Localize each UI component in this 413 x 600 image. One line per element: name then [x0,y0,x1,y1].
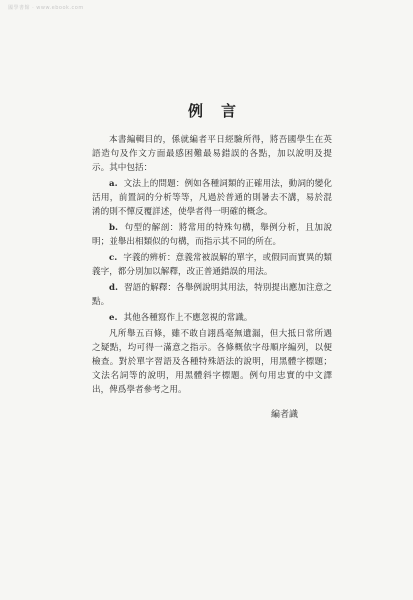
signature: 編者識 [270,410,298,420]
watermark: 國學書館 · www.ebook.com [8,5,84,11]
list-item [92,177,332,219]
list-item [92,251,332,279]
item-label: d. [109,283,119,293]
page-title: 例言 [187,102,254,120]
item-text: 文法上的問題：例如各種詞類的正確用法，動詞的變化活用，前置詞的分析等等，凡過於普通的則暑去不講，易於混淆的則不憚反覆詳述，使學者得一明確的概念。 [92,179,332,217]
item-label: b. [109,223,119,233]
item-label: a. [109,179,118,189]
closing-paragraph: 凡所舉五百條，雖不敢自詡爲毫無遺漏，但大抵日常所遇之疑點，均可得一滿意之指示。各條概依字母順序編列，以便檢查。對於單字習語及各種特殊語法的說明，用黑體字標題；文法名詞等的說明，用黑體斜字標題。例句用忠實的中文譯出，俾爲學者參考之用。 [92,329,332,395]
preface-body [92,100,332,420]
item-text: 其他各種寫作上不應忽視的常識。 [123,313,253,323]
list-item [92,281,332,309]
intro-paragraph: 本書編輯目的，係就編者平日經驗所得，將吾國學生在英語造句及作文方面最感困難最易錯誤的各點，加以說明及提示。其中包括： [92,135,332,173]
item-label: c. [109,253,118,263]
item-text: 習語的解釋：各舉例說明其用法，特別提出應加注意之點。 [92,283,332,307]
item-text: 字義的辨析：意義常被誤解的單字，或假同而實異的類義字，都分別加以解釋，改正普通錯誤的用法。 [92,253,332,277]
item-label: e. [109,313,118,323]
item-text: 句型的解剖：將常用的特殊句構，舉例分析，且加說明；並舉出相類似的句構，而指示其不同的所在。 [92,223,332,247]
list-item [92,311,332,325]
list-item [92,221,332,249]
